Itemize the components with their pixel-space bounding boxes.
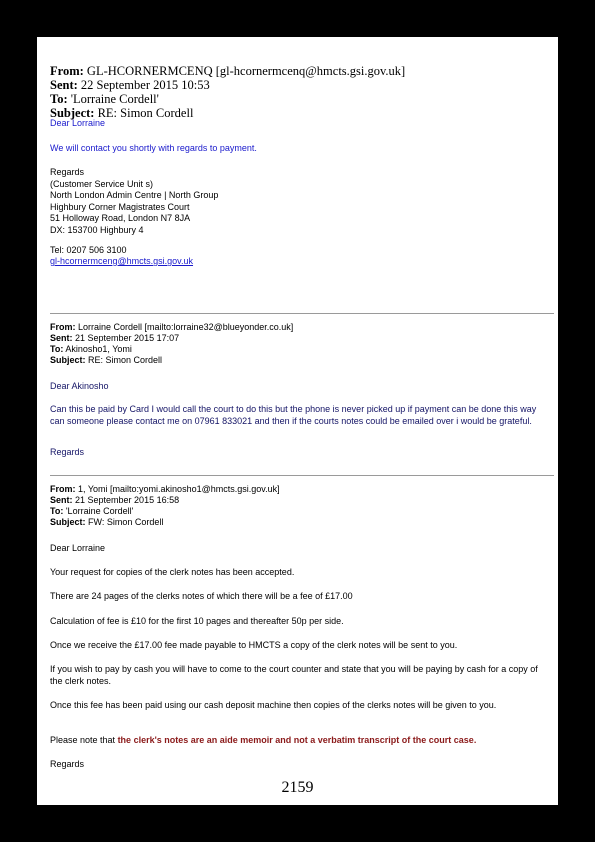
email3-paragraph: Calculation of fee is £10 for the first 10 pages and thereafter 50p per side. xyxy=(50,616,344,626)
email2-subject: Subject: RE: Simon Cordell xyxy=(50,355,163,365)
signature-line: DX: 153700 Highbury 4 xyxy=(50,224,144,235)
signature-line: Regards xyxy=(50,167,85,177)
signature-line: North London Admin Centre | North Group xyxy=(50,190,219,200)
email2-to: To: Akinosho1, Yomi xyxy=(50,344,132,354)
email3-to: To: 'Lorraine Cordell' xyxy=(50,506,134,516)
email2-from: From: Lorraine Cordell [mailto:lorraine32@blueyonder.co.uk] xyxy=(50,322,294,332)
document-page xyxy=(37,37,558,805)
email1-tel: Tel: 0207 506 3100 xyxy=(50,245,127,255)
email3-paragraph: If you wish to pay by cash you will have to come to the court counter and state that you will be paying by cash for a copy of the clerk notes. xyxy=(50,664,538,686)
email1-subject: Subject: RE: Simon Cordell xyxy=(50,106,194,120)
email3-note: Please note that the clerk's notes are an aide memoir and not a verbatim transcript of the court case. xyxy=(50,735,477,745)
email3-header xyxy=(50,484,280,528)
email3-paragraph: Once this fee has been paid using our cash deposit machine then copies of the clerks notes will be given to you. xyxy=(50,700,497,710)
email3-greeting: Dear Lorraine xyxy=(50,543,106,553)
divider xyxy=(50,313,554,314)
email3-paragraph: Once we receive the £17.00 fee made payable to HMCTS a copy of the clerk notes will be sent to you. xyxy=(50,640,458,650)
email2-body: Can this be paid by Card I would call the court to do this but the phone is never picked up if payment can be done this way can someone please contact me on 07961 833021 and then if the courts notes could be emailed over i would be grateful. xyxy=(50,404,537,426)
email3-closing: Regards xyxy=(50,759,85,769)
email1-from: From: GL-HCORNERMCENQ [gl-hcornermcenq@hmcts.gsi.gov.uk] xyxy=(50,64,406,78)
email1-header xyxy=(50,64,405,120)
signature-line: Highbury Corner Magistrates Court xyxy=(50,201,190,212)
email3-subject: Subject: FW: Simon Cordell xyxy=(50,517,164,527)
email3-note-highlight: the clerk's notes are an aide memoir and not a verbatim transcript of the court case. xyxy=(117,735,477,745)
email1-email-link[interactable]: gl-hcornermceng@hmcts.gsi.gov.uk xyxy=(50,256,194,266)
email3-paragraph: Your request for copies of the clerk notes has been accepted. xyxy=(50,567,295,577)
email1-signature xyxy=(50,167,218,236)
email3-sent: Sent: 21 September 2015 16:58 xyxy=(50,495,180,505)
page-number: 2159 xyxy=(281,779,314,796)
signature-line: 51 Holloway Road, London N7 8JA xyxy=(50,213,191,223)
email1-body: We will contact you shortly with regards to payment. xyxy=(50,143,257,153)
email1-email-link-wrap xyxy=(50,256,193,268)
email1-greeting: Dear Lorraine xyxy=(50,118,106,128)
email2-greeting: Dear Akinosho xyxy=(50,381,109,391)
email1-sent: Sent: 22 September 2015 10:53 xyxy=(50,78,210,92)
email2-sent: Sent: 21 September 2015 17:07 xyxy=(50,333,180,343)
email2-header xyxy=(50,322,293,366)
email3-from: From: 1, Yomi [mailto:yomi.akinosho1@hmcts.gsi.gov.uk] xyxy=(50,484,280,494)
email1-to: To: 'Lorraine Cordell' xyxy=(50,92,159,106)
signature-line: (Customer Service Unit s) xyxy=(50,178,154,189)
email2-closing: Regards xyxy=(50,447,85,457)
divider xyxy=(50,475,554,476)
email3-paragraph: There are 24 pages of the clerks notes of which there will be a fee of £17.00 xyxy=(50,591,353,601)
